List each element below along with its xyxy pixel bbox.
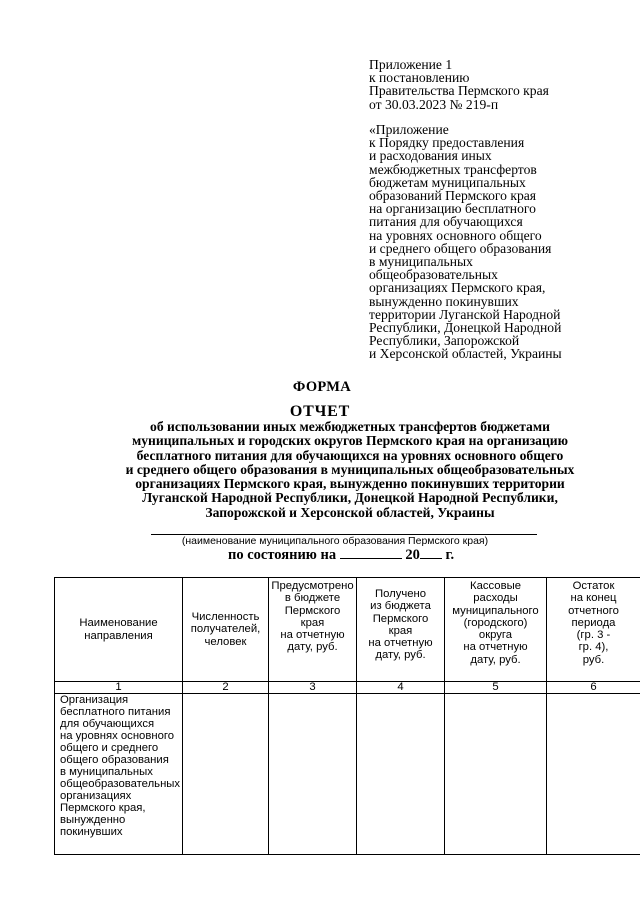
appendix-line: к Порядку предоставления [369, 135, 525, 151]
column-number-row [55, 682, 640, 694]
row-received-cell[interactable] [357, 694, 445, 855]
report-title-line: муниципальных и городских округов Пермского края на организацию [131, 433, 569, 449]
appendix-line: организациях Пермского края, [369, 280, 546, 296]
as-of-date-line [228, 547, 454, 564]
as-of-suffix: г. [445, 547, 455, 563]
appendix-line: Правительства Пермского края [369, 83, 549, 99]
appendix-line: и среднего общего образования [369, 240, 552, 256]
report-table [54, 577, 640, 855]
date-blank[interactable] [340, 547, 402, 559]
report-title-line: организациях Пермского края, вынужденно покинувших территории [135, 476, 565, 492]
row-balance-cell[interactable] [547, 694, 640, 855]
report-heading: ОТЧЕТ [289, 403, 351, 420]
report-title-line: об использовании иных межбюджетных трансфертов бюджетами [150, 419, 550, 434]
column-number: 3 [269, 682, 357, 694]
appendix-line: общеобразовательных [369, 267, 498, 283]
appendix-line: от 30.03.2023 № 219-п [369, 96, 499, 112]
column-number: 1 [55, 682, 183, 694]
column-number: 6 [547, 682, 640, 694]
appendix-line: «Приложение [369, 122, 449, 137]
row-planned-cell[interactable] [269, 694, 357, 855]
report-title-line: Запорожской и Херсонской областей, Украины [205, 504, 495, 520]
appendix-line: на организацию бесплатного [369, 201, 536, 217]
municipality-caption: (наименование муниципального образования Пермского края) [181, 535, 489, 547]
appendix-line: Приложение 1 [369, 57, 453, 72]
appendix-line: в муниципальных [369, 254, 473, 270]
report-title-line: и среднего общего образования в муниципальных общеобразовательных [125, 461, 575, 477]
report-title [60, 420, 640, 520]
appendix-line: на уровнях основного общего [369, 227, 542, 243]
header-received-budget: Получено из бюджета Пермского края на отчетную дату, руб. [357, 578, 445, 682]
appendix-line: и расходования иных [369, 148, 492, 164]
appendix-1-reference [369, 58, 631, 111]
row-direction-name: Организация бесплатного питания для обучающихся на уровнях основного общего и среднего общего образования в муниципальных общеобразовательных организациях Пермского края, вынужденно покинувших [55, 694, 183, 855]
table-row [55, 694, 640, 855]
column-number: 2 [183, 682, 269, 694]
row-recipients-cell[interactable] [183, 694, 269, 855]
header-direction-name: Наименование направления [55, 578, 183, 682]
column-number: 4 [357, 682, 445, 694]
header-planned-budget: Предусмотрено в бюджете Пермского края на отчетную дату, руб. [269, 578, 357, 682]
header-cash-expenses: Кассовые расходы муниципального (городского) округа на отчетную дату, руб. [445, 578, 547, 682]
appendix-line: питания для обучающихся [369, 214, 523, 230]
form-label: ФОРМА [292, 379, 352, 395]
appendix-line: вынужденно покинувших [369, 293, 519, 309]
appendix-line: Республики, Донецкой Народной [369, 320, 562, 336]
column-number: 5 [445, 682, 547, 694]
appendix-line: территории Луганской Народной [369, 306, 561, 322]
report-title-line: бесплатного питания для обучающихся на уровнях основного общего [136, 447, 564, 463]
appendix-line: к постановлению [369, 70, 470, 86]
report-title-line: Луганской Народной Республики, Донецкой Народной Республики, [142, 490, 558, 506]
appendix-line: бюджетам муниципальных [369, 174, 526, 190]
appendix-line: образований Пермского края [369, 188, 537, 204]
appendix-line: Республики, Запорожской [369, 333, 520, 349]
header-balance: Остаток на конец отчетного периода (гр. 3 - гр. 4), руб. [547, 578, 640, 682]
appendix-procedure-reference [369, 123, 631, 361]
table-header-row [55, 578, 640, 682]
year-prefix: 20 [405, 547, 420, 563]
year-blank[interactable] [420, 547, 442, 559]
appendix-line: и Херсонской областей, Украины [369, 346, 562, 362]
appendix-line: межбюджетных трансфертов [369, 161, 537, 177]
as-of-prefix: по состоянию на [228, 547, 337, 563]
header-recipients-count: Численность получателей, человек [183, 578, 269, 682]
row-expenses-cell[interactable] [445, 694, 547, 855]
